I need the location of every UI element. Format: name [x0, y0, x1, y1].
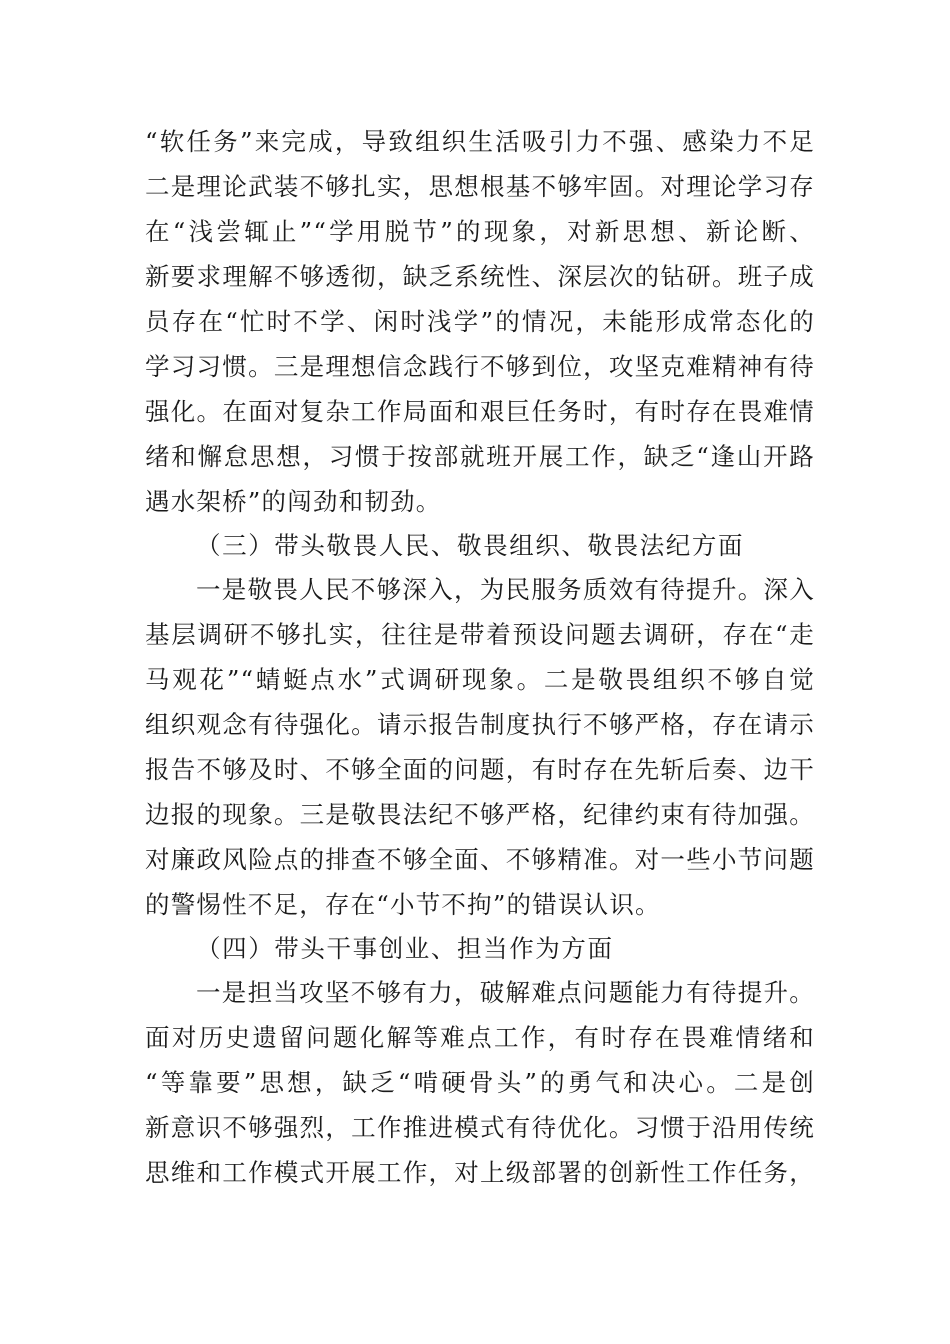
paragraph-line: 学习习惯。三是理想信念践行不够到位，攻坚克难精神有待 [145, 352, 815, 381]
paragraph-line: 边报的现象。三是敬畏法纪不够严格，纪律约束有待加强。 [145, 800, 815, 829]
paragraph-line: 组织观念有待强化。请示报告制度执行不够严格，存在请示 [145, 710, 815, 739]
paragraph-line: 新要求理解不够透彻，缺乏系统性、深层次的钻研。班子成 [145, 262, 815, 291]
paragraph-line: 遇水架桥”的闯劲和韧劲。 [145, 487, 442, 516]
paragraph-line: 的警惕性不足，存在“小节不拘”的错误认识。 [145, 890, 661, 919]
paragraph-line: 员存在“忙时不学、闲时浅学”的情况，未能形成常态化的 [145, 307, 815, 336]
paragraph-line: “等靠要”思想，缺乏“啃硬骨头”的勇气和决心。二是创 [145, 1068, 815, 1097]
paragraph-line: 面对历史遗留问题化解等难点工作，有时存在畏难情绪和 [145, 1023, 815, 1052]
paragraph-line: 新意识不够强烈，工作推进模式有待优化。习惯于沿用传统 [145, 1113, 815, 1142]
paragraph-line: 在“浅尝辄止”“学用脱节”的现象，对新思想、新论断、 [145, 217, 815, 246]
paragraph-line: 报告不够及时、不够全面的问题，有时存在先斩后奏、边干 [145, 755, 815, 784]
section-heading-4: （四）带头干事创业、担当作为方面 [196, 934, 614, 963]
paragraph-line: 对廉政风险点的排查不够全面、不够精准。对一些小节问题 [145, 845, 815, 874]
paragraph-line: 绪和懈怠思想，习惯于按部就班开展工作，缺乏“逢山开路 [145, 442, 815, 471]
paragraph-line: 基层调研不够扎实，往往是带着预设问题去调研，存在“走 [145, 620, 815, 649]
paragraph-line: 一是担当攻坚不够有力，破解难点问题能力有待提升。 [196, 978, 815, 1007]
section-heading-3: （三）带头敬畏人民、敬畏组织、敬畏法纪方面 [196, 531, 745, 560]
paragraph-line: 二是理论武装不够扎实，思想根基不够牢固。对理论学习存 [145, 172, 815, 201]
paragraph-line: “软任务”来完成，导致组织生活吸引力不强、感染力不足 [145, 127, 815, 156]
paragraph-line: 强化。在面对复杂工作局面和艰巨任务时，有时存在畏难情 [145, 397, 815, 426]
paragraph-line: 马观花”“蜻蜓点水”式调研现象。二是敬畏组织不够自觉 [145, 665, 815, 694]
paragraph-line: 一是敬畏人民不够深入，为民服务质效有待提升。深入 [196, 575, 815, 604]
paragraph-line: 思维和工作模式开展工作，对上级部署的创新性工作任务， [145, 1158, 815, 1187]
